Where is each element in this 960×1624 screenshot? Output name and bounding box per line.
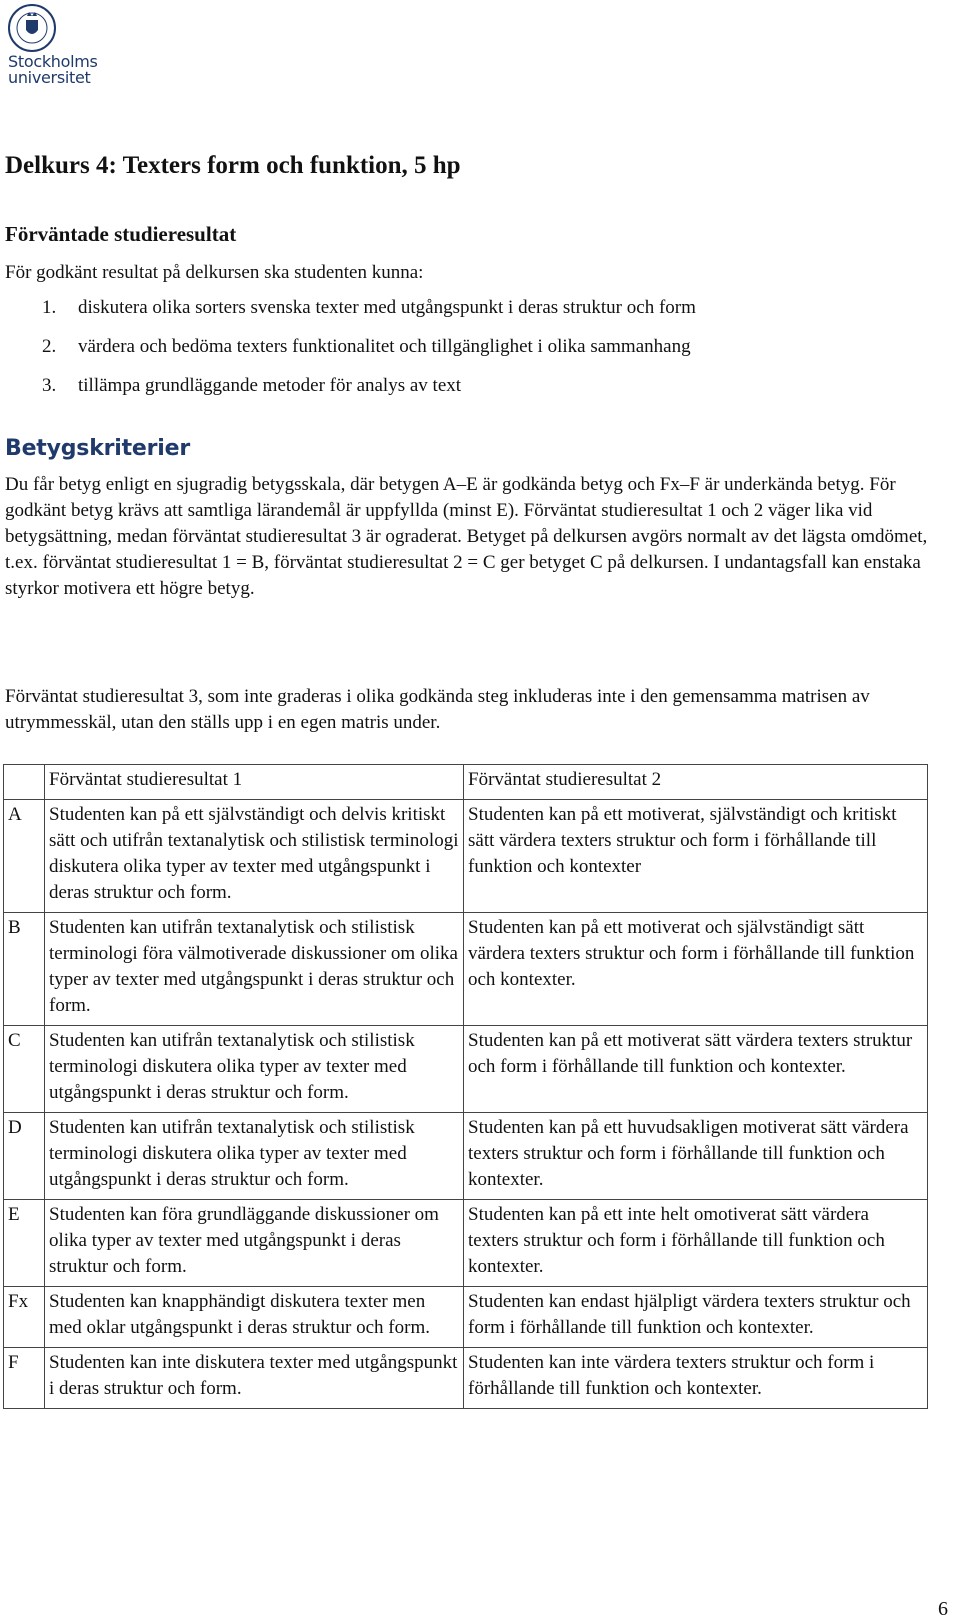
list-item-text: tillämpa grundläggande metoder för analys av text: [78, 375, 462, 396]
list-item-number: 2.: [42, 336, 57, 357]
fsr1-cell: Studenten kan föra grundläggande diskussioner om olika typer av texter med utgångspunkt i deras struktur och form.: [45, 1200, 464, 1287]
wordmark-line2: universitet: [8, 68, 91, 87]
wordmark-line1: Stockholms: [8, 52, 98, 71]
grading-matrix: [3, 764, 928, 1409]
fsr1-cell: Studenten kan utifrån textanalytisk och stilistisk terminologi diskutera olika typer av texter med utgångspunkt i deras struktur och form.: [45, 1026, 464, 1113]
outcome3-paragraph: Förväntat studieresultat 3, som inte graderas i olika godkända steg inkluderas inte i den gemensamma matrisen av utrymmesskäl, utan den ställs upp i en egen matris under.: [5, 686, 870, 733]
fsr1-cell: Studenten kan utifrån textanalytisk och stilistisk terminologi diskutera olika typer av texter med utgångspunkt i deras struktur och form.: [45, 1113, 464, 1200]
table-header-fsr1: Förväntat studieresultat 1: [45, 765, 464, 800]
fsr2-cell: Studenten kan på ett motiverat, självständigt och kritiskt sätt värdera texters struktur och form i förhållande till funktion och kontexter: [464, 800, 928, 913]
table-row: [4, 1200, 928, 1287]
grade-cell: E: [4, 1200, 45, 1287]
fsr1-cell: Studenten kan utifrån textanalytisk och stilistisk terminologi föra välmotiverade diskussioner om olika typer av texter med utgångspunkt i deras struktur och form.: [45, 913, 464, 1026]
table-row: [4, 1287, 928, 1348]
list-item: [42, 335, 696, 374]
list-item-number: 1.: [42, 297, 57, 318]
fsr2-cell: Studenten kan på ett inte helt omotiverat sätt värdera texters struktur och form i förhållande till funktion och kontexter.: [464, 1200, 928, 1287]
fsr2-cell: Studenten kan på ett motiverat sätt värdera texters struktur och form i förhållande till funktion och kontexter.: [464, 1026, 928, 1113]
table-header-fsr2: Förväntat studieresultat 2: [464, 765, 928, 800]
list-item-number: 3.: [42, 375, 57, 396]
page-number: 6: [938, 1598, 948, 1620]
grade-cell: B: [4, 913, 45, 1026]
fsr2-cell: Studenten kan endast hjälpligt värdera texters struktur och form i förhållande till funktion och kontexter.: [464, 1287, 928, 1348]
grade-cell: Fx: [4, 1287, 45, 1348]
page-title: Delkurs 4: Texters form och funktion, 5 hp: [5, 152, 461, 179]
criteria-heading: Betygskriterier: [5, 436, 191, 461]
table-row: [4, 800, 928, 913]
fsr1-cell: Studenten kan inte diskutera texter med utgångspunkt i deras struktur och form.: [45, 1348, 464, 1409]
grade-cell: C: [4, 1026, 45, 1113]
fsr2-cell: Studenten kan på ett huvudsakligen motiverat sätt värdera texters struktur och form i förhållande till funktion och kontexter.: [464, 1113, 928, 1200]
list-item-text: diskutera olika sorters svenska texter med utgångspunkt i deras struktur och form: [78, 297, 696, 318]
outcomes-list: [42, 296, 696, 413]
grade-cell: F: [4, 1348, 45, 1409]
table-row: [4, 1348, 928, 1409]
university-wordmark: [8, 54, 98, 86]
table-row: [4, 1113, 928, 1200]
grade-cell: A: [4, 800, 45, 913]
fsr2-cell: Studenten kan inte värdera texters struktur och form i förhållande till funktion och kontexter.: [464, 1348, 928, 1409]
list-item: [42, 374, 696, 413]
table-row: [4, 1026, 928, 1113]
table-row: [4, 913, 928, 1026]
university-logo: [4, 2, 114, 88]
fsr1-cell: Studenten kan knapphändigt diskutera texter men med oklar utgångspunkt i deras struktur och form.: [45, 1287, 464, 1348]
table-header-row: [4, 765, 928, 800]
list-item-text: värdera och bedöma texters funktionalitet och tillgänglighet i olika sammanhang: [78, 336, 691, 357]
fsr1-cell: Studenten kan på ett självständigt och delvis kritiskt sätt och utifrån textanalytisk och stilistisk terminologi diskutera olika typer av texter med utgångspunkt i deras struktur och form.: [45, 800, 464, 913]
criteria-paragraph: Du får betyg enligt en sjugradig betygsskala, där betygen A–E är godkända betyg och Fx–F är underkända betyg. För godkänt betyg krävs att samtliga lärandemål är uppfyllda (minst E). Förväntat studieresultat 1 och 2 väger lika vid betygsättning, medan förväntat studieresultat 3 är ograderat. Betyget på delkursen avgörs normalt av det lägsta omdömet, t.ex. förväntat studieresultat 1 = B, förväntat studieresultat 2 = C ger betyget C på delkursen. I undantagsfall kan enstaka styrkor motivera ett högre betyg.: [5, 474, 928, 599]
fsr2-cell: Studenten kan på ett motiverat och självständigt sätt värdera texters struktur och form i förhållande till funktion och kontexter.: [464, 913, 928, 1026]
grade-cell: D: [4, 1113, 45, 1200]
university-seal-icon: [4, 2, 64, 54]
table-header-grade: [4, 765, 45, 800]
outcomes-intro: För godkänt resultat på delkursen ska studenten kunna:: [5, 262, 424, 283]
list-item: [42, 296, 696, 335]
outcomes-heading: Förväntade studieresultat: [5, 222, 237, 246]
